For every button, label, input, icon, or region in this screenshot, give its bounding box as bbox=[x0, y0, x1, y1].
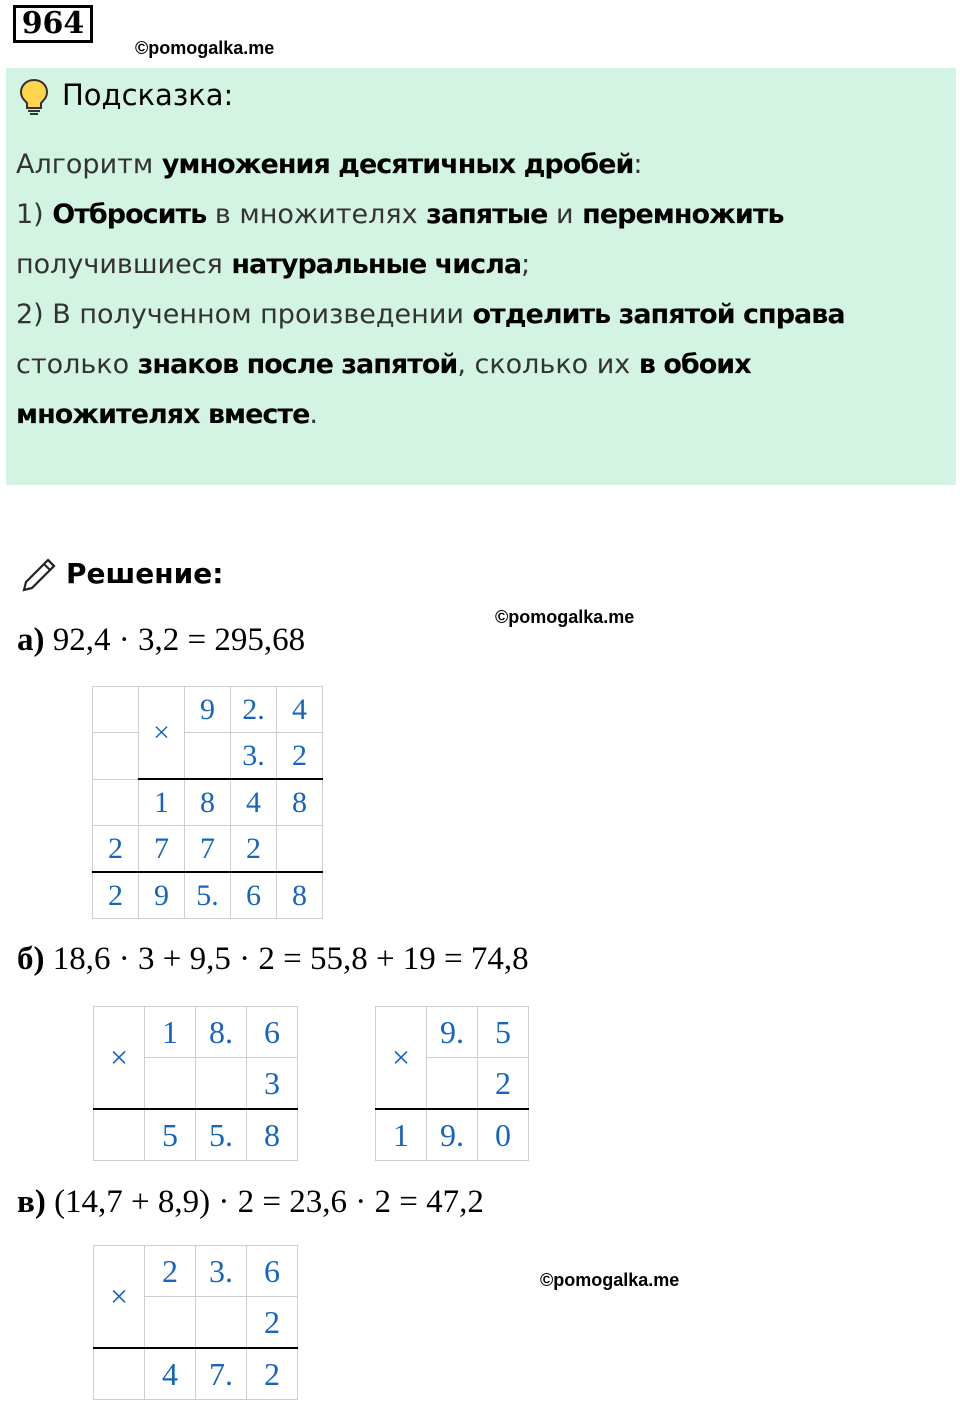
grid-cell bbox=[93, 779, 139, 826]
grid-cell: 9 bbox=[139, 872, 185, 919]
grid-cell bbox=[94, 1109, 145, 1161]
multiplication-grid-b2 bbox=[375, 1006, 529, 1161]
grid-cell: 7 bbox=[139, 826, 185, 873]
multiply-sign: × bbox=[376, 1007, 427, 1110]
grid-row bbox=[94, 1109, 298, 1161]
pencil-icon bbox=[20, 552, 62, 594]
grid-cell: 3. bbox=[231, 733, 277, 780]
grid-cell: 3 bbox=[247, 1058, 298, 1110]
grid-cell: 2 bbox=[93, 826, 139, 873]
grid-cell bbox=[93, 733, 139, 780]
grid-cell: 2 bbox=[277, 733, 323, 780]
grid-cell bbox=[185, 733, 231, 780]
grid-cell: 5. bbox=[185, 872, 231, 919]
multiply-sign: × bbox=[94, 1246, 145, 1349]
grid-cell: 1 bbox=[145, 1007, 196, 1058]
multiplication-grid-a bbox=[92, 686, 323, 919]
grid-cell: 8 bbox=[277, 779, 323, 826]
grid-row bbox=[93, 779, 323, 826]
task-a: а) 92,4 · 3,2 = 295,68 bbox=[17, 622, 306, 658]
grid-cell: 2 bbox=[247, 1348, 298, 1400]
problem-number: 964 bbox=[13, 5, 93, 43]
grid-cell: 9. bbox=[427, 1109, 478, 1161]
multiplication-grid-b1 bbox=[93, 1006, 298, 1161]
grid-cell: 3. bbox=[196, 1246, 247, 1297]
hint-line: 2) В полученном произведении отделить запятой справа bbox=[16, 299, 845, 330]
grid-row bbox=[93, 872, 323, 919]
grid-row bbox=[376, 1007, 529, 1058]
grid-cell: 6 bbox=[231, 872, 277, 919]
multiplication-grid-c bbox=[93, 1245, 298, 1400]
lightbulb-icon bbox=[18, 78, 50, 116]
grid-cell bbox=[145, 1058, 196, 1110]
multiply-sign: × bbox=[139, 687, 185, 780]
task-c: в) (14,7 + 8,9) · 2 = 23,6 · 2 = 47,2 bbox=[17, 1184, 484, 1220]
grid-cell: 4 bbox=[231, 779, 277, 826]
grid-cell: 5. bbox=[196, 1109, 247, 1161]
grid-cell: 4 bbox=[145, 1348, 196, 1400]
grid-cell: 5 bbox=[145, 1109, 196, 1161]
grid-cell bbox=[196, 1297, 247, 1349]
grid-cell: 8 bbox=[247, 1109, 298, 1161]
grid-cell bbox=[94, 1348, 145, 1400]
solution-title: Решение: bbox=[66, 557, 224, 590]
grid-cell bbox=[93, 687, 139, 733]
multiply-sign: × bbox=[94, 1007, 145, 1110]
grid-cell: 6 bbox=[247, 1007, 298, 1058]
grid-cell: 8 bbox=[277, 872, 323, 919]
grid-cell: 8. bbox=[196, 1007, 247, 1058]
watermark: ©pomogalka.me bbox=[135, 38, 275, 58]
grid-cell bbox=[196, 1058, 247, 1110]
grid-cell bbox=[277, 826, 323, 873]
hint-line: 1) Отбросить в множителях запятые и перемножить bbox=[16, 199, 784, 230]
grid-cell: 7. bbox=[196, 1348, 247, 1400]
grid-row bbox=[94, 1246, 298, 1297]
hint-line: столько знаков после запятой, сколько их в обоих bbox=[16, 349, 751, 380]
grid-cell: 5 bbox=[478, 1007, 529, 1058]
grid-cell: 9. bbox=[427, 1007, 478, 1058]
grid-cell: 1 bbox=[376, 1109, 427, 1161]
grid-cell bbox=[427, 1058, 478, 1110]
grid-row bbox=[376, 1109, 529, 1161]
hint-text bbox=[16, 140, 936, 440]
grid-cell: 2 bbox=[478, 1058, 529, 1110]
grid-row bbox=[94, 1007, 298, 1058]
task-b: б) 18,6 · 3 + 9,5 · 2 = 55,8 + 19 = 74,8 bbox=[17, 941, 529, 977]
grid-cell: 1 bbox=[139, 779, 185, 826]
grid-cell: 8 bbox=[185, 779, 231, 826]
grid-cell: 2 bbox=[145, 1246, 196, 1297]
grid-row bbox=[93, 687, 323, 733]
grid-cell: 2 bbox=[93, 872, 139, 919]
grid-cell: 9 bbox=[185, 687, 231, 733]
grid-row bbox=[93, 733, 323, 780]
watermark: ©pomogalka.me bbox=[495, 607, 635, 627]
grid-row bbox=[93, 826, 323, 873]
grid-row bbox=[94, 1348, 298, 1400]
hint-line: Алгоритм умножения десятичных дробей: bbox=[16, 149, 643, 180]
grid-cell: 2. bbox=[231, 687, 277, 733]
grid-cell: 6 bbox=[247, 1246, 298, 1297]
grid-cell: 0 bbox=[478, 1109, 529, 1161]
hint-title: Подсказка: bbox=[62, 78, 234, 112]
hint-line: множителях вместе. bbox=[16, 399, 318, 430]
grid-cell: 2 bbox=[247, 1297, 298, 1349]
grid-cell bbox=[145, 1297, 196, 1349]
grid-cell: 2 bbox=[231, 826, 277, 873]
grid-cell: 7 bbox=[185, 826, 231, 873]
grid-cell: 4 bbox=[277, 687, 323, 733]
hint-line: получившиеся натуральные числа; bbox=[16, 249, 531, 280]
watermark: ©pomogalka.me bbox=[540, 1270, 680, 1290]
